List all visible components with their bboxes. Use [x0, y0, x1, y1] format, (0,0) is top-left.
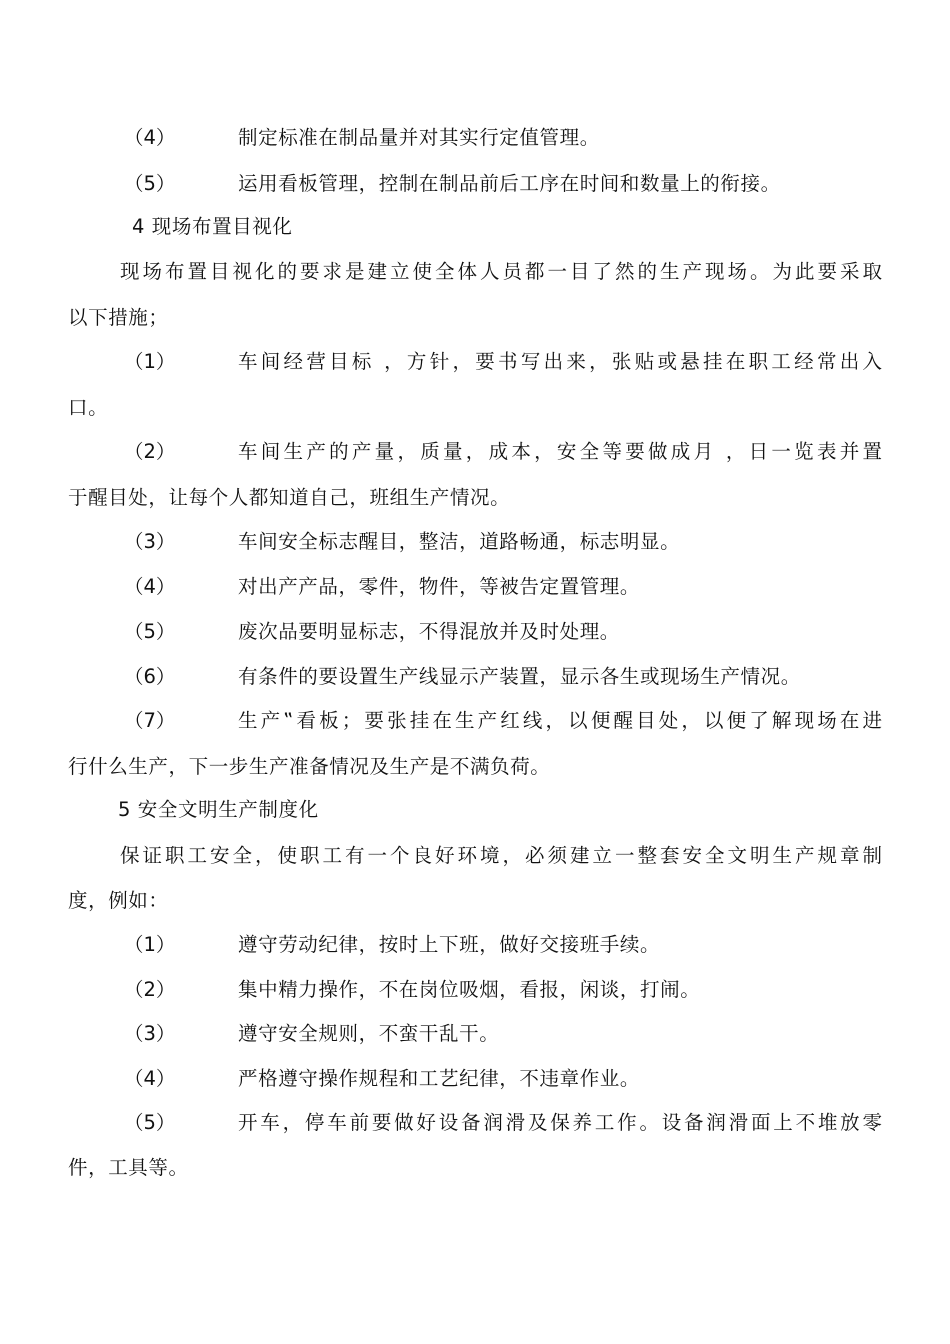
list-item-text: 车间安全标志醒目，整洁，道路畅通，标志明显。 — [238, 530, 681, 553]
list-item-continuation: 行什么生产，下一步生产准备情况及生产是不满负荷。 — [68, 755, 551, 778]
list-item-number: （7） — [124, 709, 176, 732]
list-item-number: （4） — [124, 575, 176, 598]
list-item-continuation: 件，工具等。 — [68, 1156, 189, 1179]
list-item-text: 废次品要明显标志，不得混放并及时处理。 — [238, 620, 620, 643]
list-item-text: 车间生产的产量，质量，成本，安全等要做成月 ，日一览表并置 — [238, 440, 882, 463]
list-item-text: 生产‟看板；要张挂在生产红线，以便醒目处，以便了解现场在进 — [238, 709, 882, 732]
list-item-number: （3） — [124, 1022, 176, 1045]
list-item-text: 制定标准在制品量并对其实行定值管理。 — [238, 126, 600, 149]
list-item-continuation: 口。 — [68, 396, 109, 419]
list-item-text: 车间经营目标 ，方针，要书写出来，张贴或悬挂在职工经常出入 — [238, 350, 882, 373]
section-heading: 4 现场布置目视化 — [132, 215, 293, 238]
paragraph-line: 现场布置目视化的要求是建立使全体人员都一目了然的生产现场。为此要采取 — [120, 260, 882, 283]
list-item-text: 严格遵守操作规程和工艺纪律，不违章作业。 — [238, 1067, 641, 1090]
section-heading: 5 安全文明生产制度化 — [118, 798, 319, 821]
list-item-number: （5） — [124, 620, 176, 643]
list-item-number: （4） — [124, 1067, 176, 1090]
list-item-number: （3） — [124, 530, 176, 553]
paragraph-line: 以下措施； — [68, 306, 169, 329]
list-item-number: （4） — [124, 126, 176, 149]
paragraph-line: 保证职工安全，使职工有一个良好环境，必须建立一整套安全文明生产规章制 — [120, 844, 882, 867]
list-item-text: 有条件的要设置生产线显示产装置，显示各生或现场生产情况。 — [238, 665, 801, 688]
list-item-continuation: 于醒目处，让每个人都知道自己，班组生产情况。 — [68, 486, 511, 509]
list-item-text: 遵守安全规则，不蛮干乱干。 — [238, 1022, 500, 1045]
paragraph-line: 度，例如： — [68, 889, 169, 912]
list-item-number: （1） — [124, 933, 176, 956]
list-item-text: 开车，停车前要做好设备润滑及保养工作。设备润滑面上不堆放零 — [238, 1111, 882, 1134]
list-item-text: 对出产产品，零件，物件，等被告定置管理。 — [238, 575, 641, 598]
list-item-number: （2） — [124, 440, 176, 463]
list-item-number: （5） — [124, 1111, 176, 1134]
list-item-number: （5） — [124, 172, 176, 195]
list-item-number: （6） — [124, 665, 176, 688]
list-item-number: （2） — [124, 978, 176, 1001]
list-item-text: 运用看板管理，控制在制品前后工序在时间和数量上的衔接。 — [238, 172, 781, 195]
list-item-text: 集中精力操作，不在岗位吸烟，看报，闲谈，打闹。 — [238, 978, 701, 1001]
list-item-number: （1） — [124, 350, 176, 373]
list-item-text: 遵守劳动纪律，按时上下班，做好交接班手续。 — [238, 933, 661, 956]
